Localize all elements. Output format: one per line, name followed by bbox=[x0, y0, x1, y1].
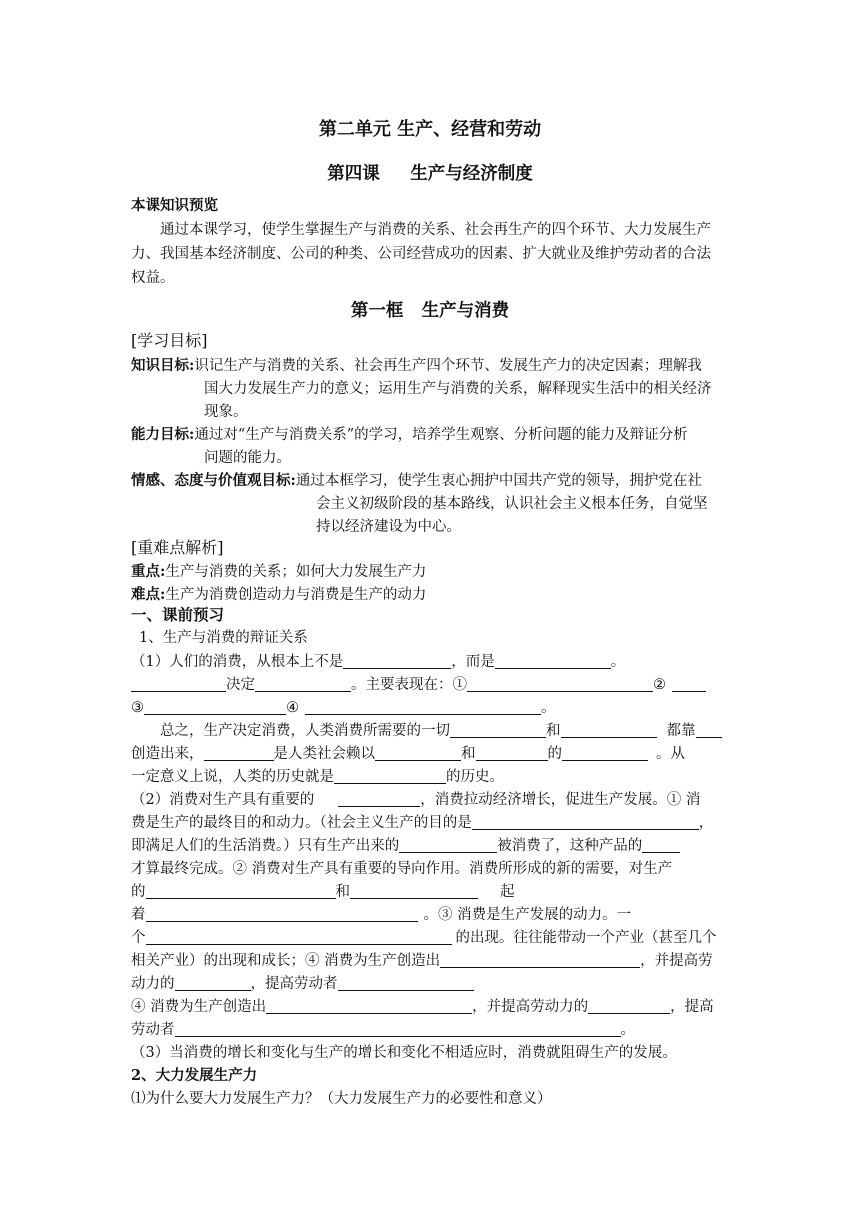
text-line: 相关产业）的出现和成长；④ 消费为生产创造出 bbox=[131, 953, 441, 969]
text-line: ，并提高劳 bbox=[131, 950, 713, 972]
preview-heading: 本课知识预览 bbox=[131, 197, 218, 214]
fill-blank[interactable] bbox=[399, 837, 497, 853]
fill-blank[interactable] bbox=[476, 745, 548, 761]
text-line: ⑴为什么要大力发展生产力？（大力发展生产力的必要性和意义） bbox=[131, 1091, 552, 1107]
key-point bbox=[131, 561, 426, 583]
fill-blank[interactable] bbox=[146, 883, 336, 899]
fill-blank[interactable] bbox=[440, 952, 640, 968]
difficult-point-text: 生产为消费创造动力与消费是生产的动力 bbox=[165, 587, 427, 603]
emotion-goal-line-3: 持以经济建设为中心。 bbox=[316, 519, 461, 535]
text-line: 着 。③ 消费是生产发展的动力。一 bbox=[131, 907, 632, 923]
fill-blank[interactable] bbox=[334, 768, 446, 784]
fill-blank[interactable] bbox=[204, 745, 274, 761]
preview-line-1: 通过本课学习，使学生掌握生产与消费的关系、社会再生产的四个环节、大力发展生产 bbox=[160, 222, 711, 238]
unit-title: 第二单元 生产、经营和劳动 bbox=[318, 119, 542, 140]
preview-line-3: 权益。 bbox=[131, 270, 175, 286]
fill-blank[interactable] bbox=[495, 653, 611, 669]
text-line: ③ ④ 。 bbox=[131, 700, 556, 716]
emotion-goal-text: 通过本框学习，使学生衷心拥护中国共产党的领导，拥护党在社 bbox=[295, 473, 702, 489]
emotion-goal bbox=[131, 470, 702, 492]
text-line: 的 和 起 bbox=[131, 884, 515, 900]
fill-blank[interactable] bbox=[467, 676, 653, 692]
knowledge-goal bbox=[131, 355, 702, 377]
ability-goal-line-2: 问题的能力。 bbox=[204, 450, 291, 466]
fill-blank[interactable] bbox=[672, 676, 706, 692]
preview-line-2: 力、我国基本经济制度、公司的种类、公司经营成功的因素、扩大就业及维护劳动者的合法 bbox=[131, 246, 711, 262]
text-line: 一定意义上说，人类的历史就是 的历史。 bbox=[131, 769, 504, 785]
lesson-title: 第四课 生产与经济制度 bbox=[327, 164, 533, 184]
fill-blank[interactable] bbox=[450, 722, 546, 738]
fill-blank[interactable] bbox=[350, 883, 478, 899]
text-line: 总之，生产决定消费，人类消费所需要的一切 和 都靠 bbox=[160, 720, 722, 742]
ability-goal-label: 能力目标: bbox=[131, 426, 195, 443]
key-point-text: 生产与消费的关系；如何大力发展生产力 bbox=[165, 564, 427, 580]
key-point-label: 重点: bbox=[131, 563, 166, 580]
fill-blank[interactable] bbox=[146, 906, 418, 922]
fill-blank[interactable] bbox=[343, 653, 451, 669]
text-line: （1）人们的消费，从根本上不是 ，而是 。 bbox=[131, 654, 626, 670]
fill-blank[interactable] bbox=[472, 814, 699, 830]
knowledge-goal-label: 知识目标: bbox=[131, 357, 195, 374]
text-line: 才算最终完成。② 消费对生产具有重要的导向作用。消费所形成的新的需要，对生产 bbox=[131, 861, 673, 877]
fill-blank[interactable] bbox=[642, 837, 680, 853]
ability-goal-text: 通过对“生产与消费关系”的学习，培养学生观察、分析问题的能力及辩证分析 bbox=[194, 427, 688, 443]
fill-blank[interactable] bbox=[175, 1021, 621, 1037]
difficult-point bbox=[131, 584, 426, 606]
text-line: 费是生产的最终目的和动力。（社会主义生产的目的是 ， bbox=[131, 815, 714, 831]
text-line: 即满足人们的生活消费。）只有生产出来的 被消费了，这种产品的 bbox=[131, 835, 680, 857]
emotion-goal-label: 情感、态度与价值观目标: bbox=[131, 472, 296, 489]
text-line: （2）消费对生产具有重要的 ，消费拉动经济增长，促进生产发展。① 消 bbox=[131, 792, 701, 808]
fill-blank[interactable] bbox=[588, 998, 670, 1014]
fill-blank[interactable] bbox=[144, 699, 286, 715]
fill-blank[interactable] bbox=[305, 699, 541, 715]
ability-goal bbox=[131, 424, 688, 446]
fill-blank[interactable] bbox=[146, 929, 452, 945]
fill-blank[interactable] bbox=[338, 975, 474, 991]
fill-blank[interactable] bbox=[338, 791, 420, 807]
knowledge-goal-line-2: 国大力发展生产力的意义；运用生产与消费的关系，解释现实生活中的相关经济 bbox=[204, 381, 712, 397]
subsection-1-title: 1、生产与消费的辩证关系 bbox=[139, 630, 308, 646]
fill-blank[interactable] bbox=[131, 676, 226, 692]
keypoints-heading: [重难点解析] bbox=[131, 538, 224, 557]
text-line: （3）当消费的增长和变化与生产的增长和变化不相适应时，消费就阻碍生产的发展。 bbox=[131, 1045, 677, 1061]
fill-blank[interactable] bbox=[255, 676, 351, 692]
fill-blank[interactable] bbox=[696, 722, 722, 738]
goals-heading: [学习目标] bbox=[131, 331, 208, 350]
fill-blank[interactable] bbox=[562, 745, 648, 761]
fill-blank[interactable] bbox=[266, 998, 472, 1014]
text-line: ④ 消费为生产创造出 ，并提高劳动力的 ，提高 bbox=[131, 999, 714, 1015]
difficult-point-label: 难点: bbox=[131, 586, 166, 603]
pre-class-heading: 一、课前预习 bbox=[131, 605, 225, 624]
fill-blank[interactable] bbox=[175, 975, 251, 991]
knowledge-goal-line-3: 现象。 bbox=[204, 404, 248, 420]
fill-blank[interactable] bbox=[375, 745, 461, 761]
text-line: 决定 。主要表现在：① ② bbox=[131, 674, 706, 696]
text-line: 个 的出现。往往能带动一个产业（甚至几个 bbox=[131, 930, 717, 946]
text-line: 动力的 ，提高劳动者 bbox=[131, 973, 474, 995]
text-line: 劳动者 。 bbox=[131, 1022, 635, 1038]
emotion-goal-line-2: 会主义初级阶段的基本路线，认识社会主义根本任务，自觉坚 bbox=[316, 496, 708, 512]
subsection-2-title: 2、大力发展生产力 bbox=[131, 1067, 258, 1084]
text-line: 创造出来， 是人类社会赖以 和 的 。从 bbox=[131, 746, 685, 762]
section-title: 第一框 生产与消费 bbox=[350, 301, 510, 321]
knowledge-goal-text: 识记生产与消费的关系、社会再生产四个环节、发展生产力的决定因素；理解我 bbox=[194, 358, 702, 374]
fill-blank[interactable] bbox=[561, 722, 657, 738]
